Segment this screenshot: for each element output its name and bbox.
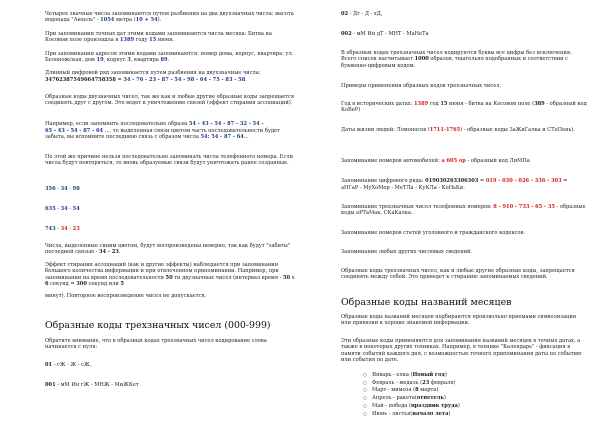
paragraph-digit-row: Запоминание цифрового ряда: 019030263306303 = 019 - 030 - 026 - 336 - 303 =: [341, 178, 568, 184]
list-item: ○ Май - победа (праздник труда): [341, 403, 460, 411]
paragraph-historical-dates: Год в исторических датах: 1389 год 15 июня - битва на Косовом поле (389 - образный код КоВеР): [341, 101, 587, 114]
code-001: 001 - мМ Ин гЖ - МНЖ - МиЖКет: [45, 382, 139, 388]
list-item: ○ Февраль - медаль (23 февраля): [341, 380, 460, 388]
paragraph-codex-articles: Запоминание номеров статей уголовного и гражданского кодексов.: [341, 230, 526, 236]
sequence-356: 356 - 34 - 98: [45, 186, 80, 192]
heading-three-digit-codes: Образные коды трехзначных чисел (000-999): [45, 320, 271, 331]
paragraph-three-digit-note: Обратите внимание, что в образных кодах трехзначных чисел кодирование слова начинается с нуля:: [45, 338, 267, 351]
paragraph-erasure-effect: Эффект стирания ассоциаций (как и другие эффекты) наблюдается при запоминании большого количества информации и при отвлеченном припоминании. Например, при запоминании на время последовательности 50 ти двузначных чисел (интервал время - 50 х 6 секунд = 300 секунд или 5: [45, 262, 295, 287]
paragraph-erasure-end: минут). Повторное воспроизведение чисел не допускается.: [45, 293, 207, 299]
sequence-743: 743 - 34 - 23: [45, 226, 80, 232]
list-item: ○ Апрель - ракета(отпетель): [341, 395, 460, 403]
paragraph-no-linking-three: Образные коды трехзначных чисел, как и любые другие образные коды, запрещается соединять между собой. Это приведет к стиранию запоминаемых сведений.: [341, 268, 575, 281]
paragraph-car-numbers: Запоминание номеров автомобилей: а 605 ор - образный код ЛиМПа: [341, 158, 530, 164]
paragraph-phone-three-digit: Запоминание трехзначных чисел телефонных номеров: 8 - 910 - 733 - 65 - 35 - образные коды аРТаМак, СКаКалка.: [341, 204, 586, 217]
list-item: ○ Март - мимоза (8 марта): [341, 387, 460, 395]
paragraph-phone-numbers: По этой же причине нельзя последовательно запоминать числа телефонного номера. Если числа будут повторяться, то вновь образуемые связи будут уничтожать ранее созданные.: [45, 154, 293, 167]
paragraph-long-row-intro: Длинный цифровой ряд запоминается путем разбиения на двухзначные числа:: [45, 70, 261, 76]
paragraph-example-line1: Например, если запомнить последовательно образы 54 - 43 - 54 - 87 - 32 - 54 -: [45, 121, 264, 127]
list-item: ○ Январь - елка (Новый год): [341, 372, 460, 380]
heading-month-codes: Образные коды названий месяцев: [341, 297, 512, 308]
list-item: ○ Июнь - листья(начало лета): [341, 411, 460, 419]
code-01: 01 - гЖ - Ж - сЖ,: [45, 362, 92, 368]
paragraph-four-digit: Четырех значные числа запоминаются путем разбиения на два двухзначных числа: высота водопада "Анхель" - 1054 метра (10 + 54).: [45, 11, 294, 24]
paragraph-example-line2: 65 - 43 - 54 - 87 - 64 ..., то выделенная связи цветом часть последовательности будет забыта, вы вспомните последнюю связь с образом числа 54: 54 - 87 - 64...: [45, 128, 280, 141]
paragraph-month-usage: Эти образные коды применяются для запоминания названий месяцев в точных датах, а также в некоторых других техниках. Например, в технике "Календарь" - фиксация в памяти событий каждого дня, с возможностью точного припоминания даты по событию или события по дате.: [341, 338, 582, 363]
paragraph-digit-row-codes: аНГаР - МуХоМор - МеТЛа - КуКЛа - КоНьКи.: [341, 185, 465, 191]
sequence-635: 635 - 34 - 54: [45, 206, 80, 212]
paragraph-all-digits: В образных кодах трехзначных чисел кодируются буквы все цифры без исключения. Всего список насчитывает 1000 образов, тщательно подобранных и соответствии с буквенно-цифровым кодом.: [341, 50, 572, 69]
paragraph-addresses: При запоминании адресов этими кодами запоминаются: номер дома, корпус, квартира: ул. Белоножская, дом 19, корпус 3, квартира 89.: [45, 51, 294, 64]
paragraph-month-selection: Образные коды названий месяцев подбираются произвольно приемами символизации или привязки к хорошо знакомой информации.: [341, 314, 577, 327]
paragraph-blue-numbers: Числа, выделенные синим цветом, будут воспроизведены неверно, так как будут "забиты" последней связью - 34 - 23.: [45, 243, 291, 256]
paragraph-long-row-split: 34762387549664758358 = 34 - 76 - 23 - 87 - 54 - 98 - 64 - 75 - 83 - 58.: [45, 77, 247, 83]
paragraph-examples-intro: Примеры применения образных кодов трехзначных чисел.: [341, 83, 502, 89]
paragraph-other-numbers: Запоминание любых других числовых сведений.: [341, 249, 473, 255]
paragraph-life-dates: Даты жизни людей: Ломоносов (1711-1765) - образные коды ЗаЖиГалка и СТеПень).: [341, 127, 575, 133]
month-list: [341, 372, 460, 418]
code-02: 02 - Дг - Д - хД,: [341, 11, 383, 17]
code-002: 002 - мМ Ин дТ - МНТ - МаНеТа: [341, 31, 429, 37]
paragraph-no-linking: Образные коды двузначных чисел, так же как и любые другие образные коды запрещается соединять друг с другом. Это ведет к уничтожению связей (эффект стирания ассоциаций).: [45, 94, 295, 107]
paragraph-dates: При запоминании точных дат этими кодами запоминаются числа месяца: Битва на Косовом поле произошла в 1389 году 15 июня.: [45, 31, 272, 44]
